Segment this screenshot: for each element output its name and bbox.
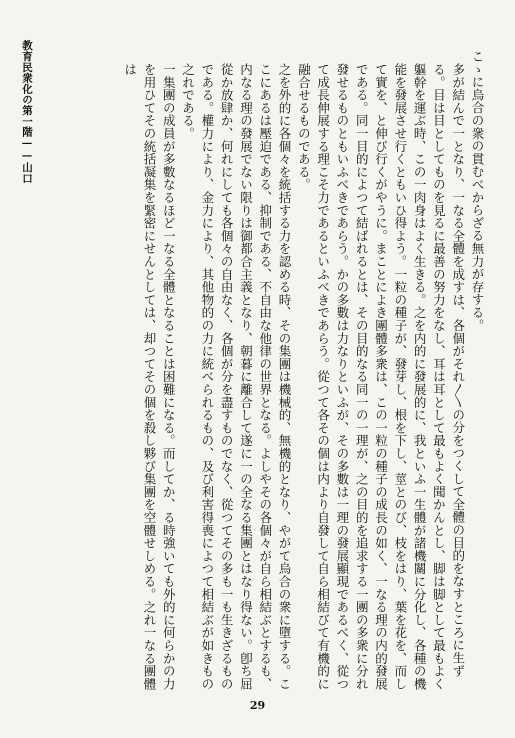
running-header: 教育民衆化の第一階——山口: [21, 40, 33, 184]
paragraph-4: 一集團の成員が多數なるほど一なる全體となることは困難になる。而してか、る時強いても外的に何らかの力を用ひてその統括凝集を緊密にせんとしては、却つてその個を殺し夥び集團を空體せしめる。之れ一なる團體は: [122, 62, 177, 690]
paragraph-1: こゝに烏合の衆の貫むべからざる無力が存する。: [470, 50, 485, 332]
page-number: 29: [249, 699, 266, 712]
body-text: [55, 50, 487, 690]
paragraph-3: 之を外的に各個々を統括する力を認める時、その集團は機械的、無機的となり、やがて烏合の衆に墮する。ここにあるは壓迫である、抑制である、不自由な他律の世界となる。よしやその各個々が自ら相結ぶとするも、内なる理の發展でない限りは御都合主義となり、朝暮に離合して遂に一の全なる集團とはなり得ない。卽ち屈從か放肆か、何れにしても各個々の自由なく、各個が分を盡すものでなく、從つてその多も一も生きざるものである。權力により、金力により、其他物的の力に統べられるもの、及び利害得喪によつて相結ぶが如きもの之れである。: [180, 62, 293, 690]
paragraph-2: 多が結んで一となり、一なる全體を成すは、各個がそれ〳〵の分をつくして全體の目的をなすところに生ずる。目は目としてものを見るに最善の努力をなし、耳は耳として最もよく聞かんとし、脚は脚として最もよく軀幹を運ぶ時、この一肉身はよく生きる。之を内的に發展的に、我といふ一生體が諸機關に分化し、各種の機能を發展させ行くともいひ得よう。一粒の種子が、發芽し、根を下し、莖とのび、枝をはり、葉を花を、而して實を、と伸び行くがやうに。まことによき團體多衆は、この一粒の種子の成長の如く、一なる理の内的發展である。同一目的によつて結ばれるとは、その目的なる同一の一理が、之の目的を追求する一團の多衆に分れ發せるものともいふべきであらう。かの多數は力なりといふが、その多數は一理の發展顯現であるべく、從つて成長伸展する理こそ力であるといふべきであらう。從つて各その個は内より自發して自ら相結びて有機的に融合せるものである。: [296, 62, 466, 690]
